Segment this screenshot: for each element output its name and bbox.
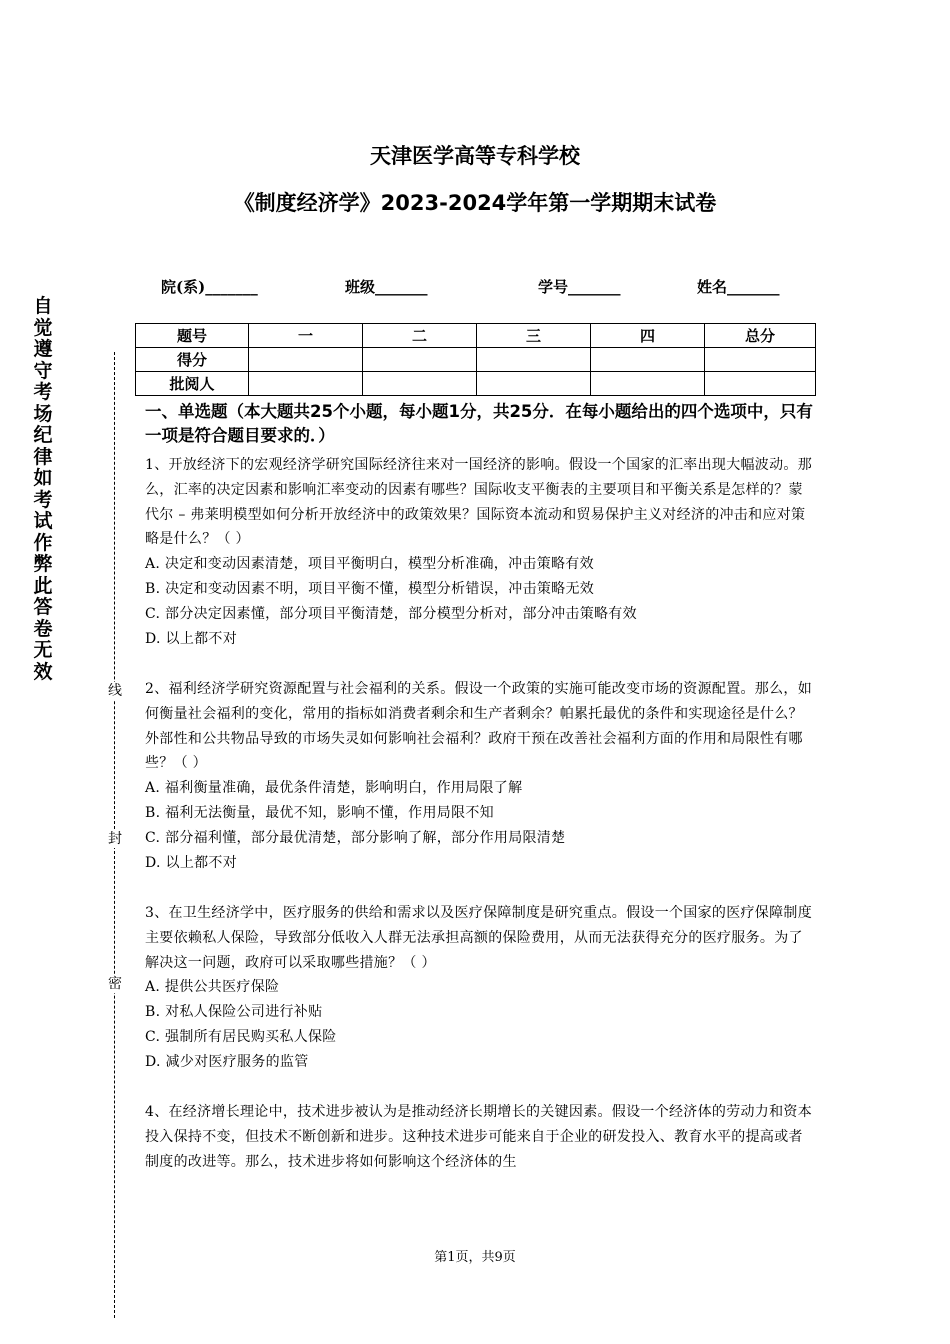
option-c[interactable]: C. 部分决定因素懂，部分项目平衡清楚，部分模型分析对，部分冲击策略有效 [145, 605, 637, 622]
score-cell[interactable] [591, 348, 705, 372]
exam-discipline-warning: 自觉遵守考场纪律如考试作弊此答卷无效 [33, 295, 53, 683]
binding-mark-mi: 密 [108, 976, 122, 992]
option-c[interactable]: C. 强制所有居民购买私人保险 [145, 1028, 337, 1045]
option-c[interactable]: C. 部分福利懂，部分最优清楚，部分影响了解，部分作用局限清楚 [145, 829, 566, 846]
option-b[interactable]: B. 福利无法衡量，最优不知，影响不懂，作用局限不知 [145, 804, 494, 821]
option-a[interactable]: A. 决定和变动因素清楚，项目平衡明白，模型分析准确，冲击策略有效 [145, 556, 594, 573]
question-stem: 1、开放经济下的宏观经济学研究国际经济往来对一国经济的影响。假设一个国家的汇率出现大幅波动。那么，汇率的决定因素和影响汇率变动的因素有哪些？国际收支平衡表的主要项目和平衡关系是怎样的？蒙代尔 – 弗莱明模型如何分析开放经济中的政策效果？国际资本流动和贸易保护主义对经济的冲击和应对策略是什么？（ ） [145, 457, 813, 548]
grader-cell[interactable] [477, 372, 591, 396]
question-1 [145, 453, 815, 651]
score-cell[interactable] [249, 348, 363, 372]
grader-row-label: 批阅人 [136, 372, 249, 396]
name-field[interactable]: 姓名_______ [697, 278, 780, 296]
section-heading: 一、单选题（本大题共25个小题，每小题1分，共25分．在每小题给出的四个选项中，只有一项是符合题目要求的．） [145, 402, 813, 445]
grader-cell[interactable] [363, 372, 477, 396]
grader-cell[interactable] [591, 372, 705, 396]
grader-cell[interactable] [705, 372, 816, 396]
score-cell[interactable] [705, 348, 816, 372]
question-stem: 4、在经济增长理论中，技术进步被认为是推动经济长期增长的关键因素。假设一个经济体的劳动力和资本投入保持不变，但技术不断创新和进步。这种技术进步可能来自于企业的研发投入、教育水平的提高或者制度的改进等。那么，技术进步将如何影响这个经济体的生 [145, 1104, 813, 1170]
score-table-header: 题号 [136, 324, 249, 348]
question-stem: 3、在卫生经济学中，医疗服务的供给和需求以及医疗保障制度是研究重点。假设一个国家的医疗保障制度主要依赖私人保险，导致部分低收入人群无法承担高额的保险费用，从而无法获得充分的医疗服务。为了解决这一问题，政府可以采取哪些措施？（ ） [145, 905, 813, 971]
binding-mark-feng: 封 [108, 831, 122, 847]
score-row [136, 348, 816, 372]
score-table-header-row [136, 324, 816, 348]
score-table [135, 323, 816, 396]
option-d[interactable]: D. 以上都不对 [145, 854, 238, 871]
score-table-header: 三 [477, 324, 591, 348]
department-field[interactable]: 院(系)_______ [161, 278, 258, 296]
option-a[interactable]: A. 福利衡量准确，最优条件清楚，影响明白，作用局限了解 [145, 780, 523, 797]
question-stem: 2、福利经济学研究资源配置与社会福利的关系。假设一个政策的实施可能改变市场的资源配置。那么，如何衡量社会福利的变化，常用的指标如消费者剩余和生产者剩余？帕累托最优的条件和实现途径是什么？外部性和公共物品导致的市场失灵如何影响社会福利？政府干预在改善社会福利方面的作用和局限性有哪些？（ ） [145, 681, 813, 772]
score-table-header: 二 [363, 324, 477, 348]
option-b[interactable]: B. 对私人保险公司进行补贴 [145, 1004, 323, 1021]
option-b[interactable]: B. 决定和变动因素不明，项目平衡不懂，模型分析错误，冲击策略无效 [145, 580, 595, 597]
question-3 [145, 901, 815, 1075]
option-d[interactable]: D. 以上都不对 [145, 630, 238, 647]
binding-mark-xian: 线 [108, 683, 122, 699]
page-number: 第1页，共9页 [434, 1250, 516, 1265]
score-cell[interactable] [477, 348, 591, 372]
score-cell[interactable] [363, 348, 477, 372]
exam-title: 《制度经济学》2023-2024学年第一学期期末试卷 [233, 191, 717, 215]
question-2 [145, 677, 815, 875]
score-table-header: 总分 [705, 324, 816, 348]
question-4 [145, 1100, 815, 1174]
option-a[interactable]: A. 提供公共医疗保险 [145, 979, 280, 996]
student-id-field[interactable]: 学号_______ [538, 278, 621, 296]
score-table-header: 一 [249, 324, 363, 348]
school-name: 天津医学高等专科学校 [370, 144, 580, 168]
class-field[interactable]: 班级_______ [345, 278, 428, 296]
option-d[interactable]: D. 减少对医疗服务的监管 [145, 1053, 309, 1070]
score-table-header: 四 [591, 324, 705, 348]
grader-cell[interactable] [249, 372, 363, 396]
score-row-label: 得分 [136, 348, 249, 372]
grader-row [136, 372, 816, 396]
